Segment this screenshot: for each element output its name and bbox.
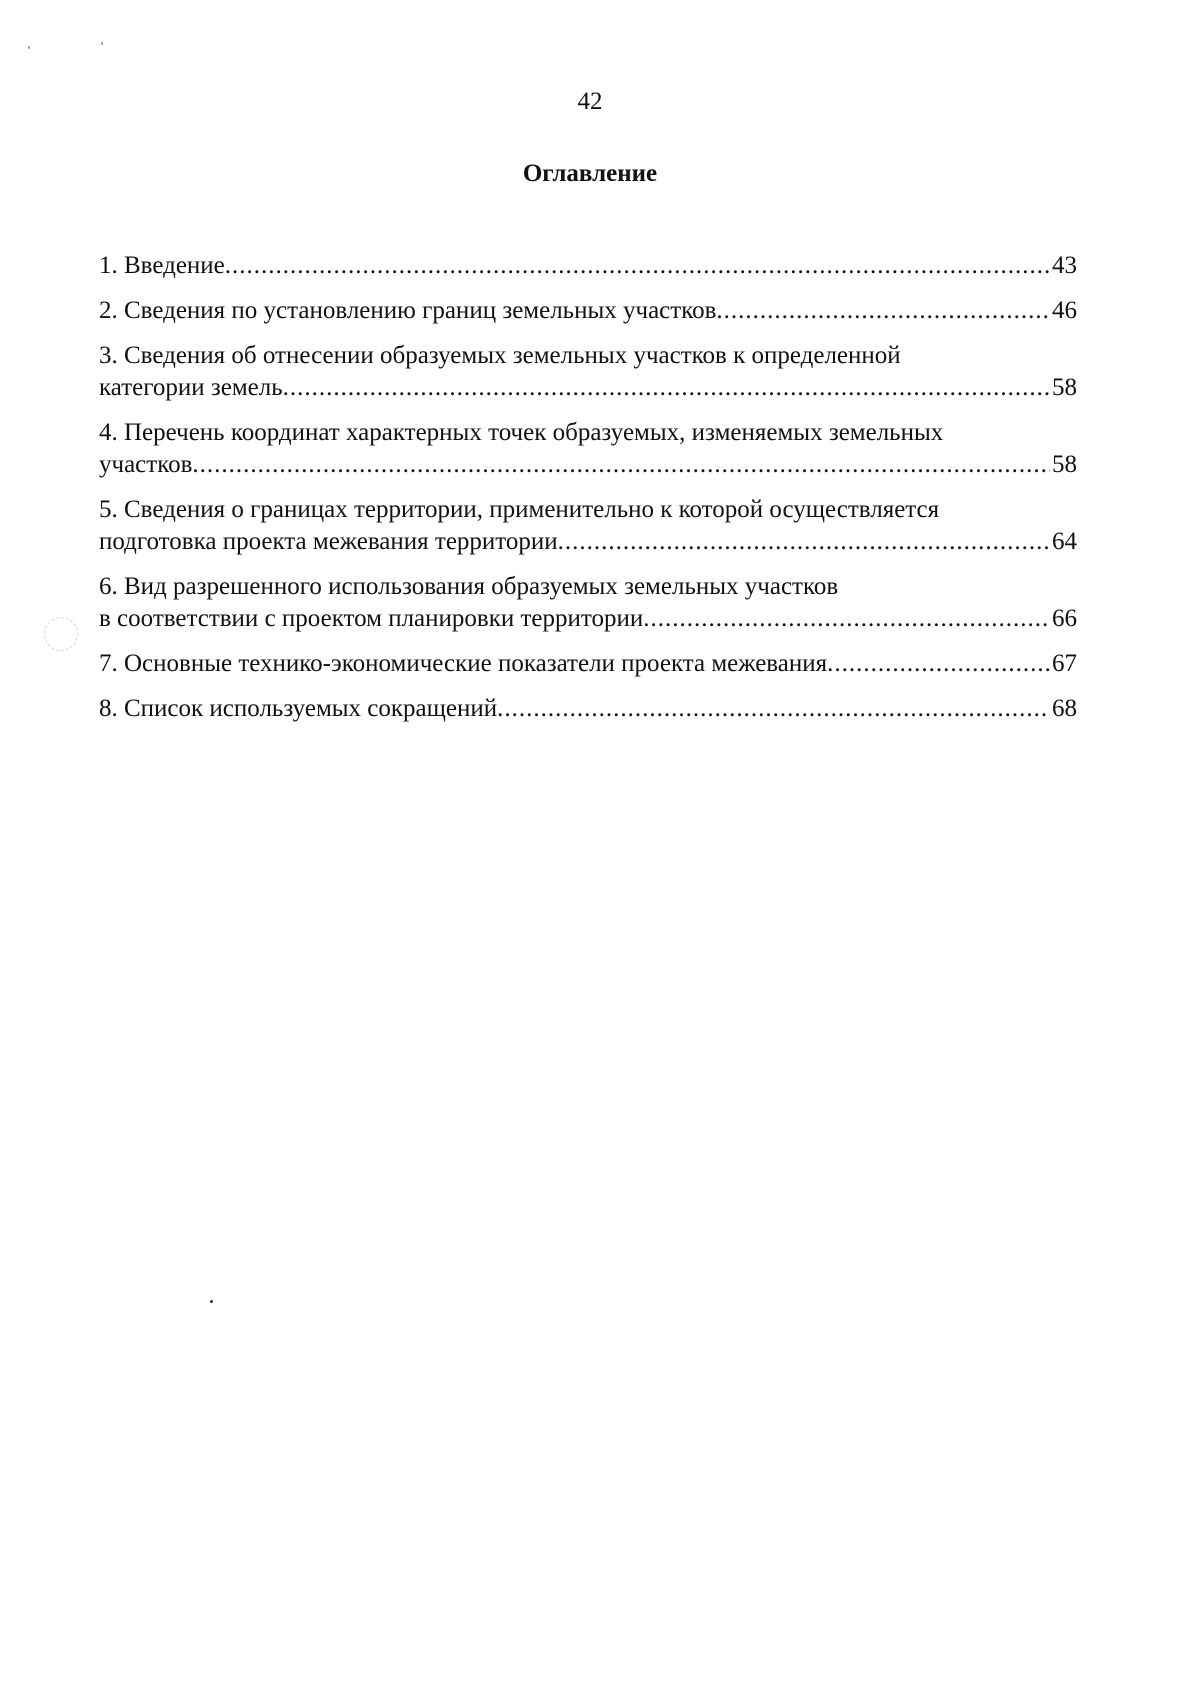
toc-entry-3[interactable] — [99, 340, 1077, 404]
toc-entry-title: в соответствии с проектом планировки территории — [99, 605, 644, 632]
toc-entry-page: 46 — [1052, 297, 1077, 324]
toc-entry-page: 67 — [1052, 650, 1077, 677]
dot-leader — [225, 250, 1050, 282]
toc-entry-5[interactable] — [99, 494, 1077, 558]
toc-entry-page: 66 — [1052, 605, 1077, 632]
toc-entry-4[interactable] — [99, 417, 1077, 481]
punch-hole-mark — [44, 617, 78, 651]
toc-entry-7[interactable] — [99, 648, 1077, 680]
toc-entry-title: подготовка проекта межевания территории — [99, 528, 558, 555]
toc-entry-title: участков — [99, 451, 193, 478]
toc-entry-2[interactable] — [99, 295, 1077, 327]
dot-leader — [558, 526, 1050, 558]
dot-leader — [192, 449, 1050, 481]
toc-entry-title: 7. Основные технико-экономические показатели проекта межевания — [99, 650, 828, 677]
toc-entry-1[interactable] — [99, 250, 1077, 282]
toc-entry-page: 64 — [1052, 528, 1077, 555]
dot-leader — [497, 693, 1050, 725]
toc-entry-page: 58 — [1052, 374, 1077, 401]
toc-entry-8[interactable] — [99, 693, 1077, 725]
toc-entry-title: 8. Список используемых сокращений — [99, 695, 498, 722]
toc-entry-title-line: 5. Сведения о границах территории, применительно к которой осуществляется — [99, 496, 940, 523]
toc-entry-title: 2. Сведения по установлению границ земельных участков — [99, 297, 717, 324]
table-of-contents — [99, 250, 1077, 738]
toc-entry-6[interactable] — [99, 571, 1077, 635]
dot-leader — [716, 295, 1050, 327]
toc-entry-page: 68 — [1052, 695, 1077, 722]
toc-entry-title-line: 4. Перечень координат характерных точек образуемых, изменяемых земельных — [99, 419, 944, 446]
scan-speck — [28, 46, 30, 49]
toc-entry-title-line: 6. Вид разрешенного использования образуемых земельных участков — [99, 573, 839, 600]
toc-entry-page: 43 — [1052, 252, 1077, 279]
page-number: 42 — [577, 88, 603, 115]
dot-leader — [827, 648, 1050, 680]
dot-leader — [643, 603, 1050, 635]
dot-leader — [283, 372, 1050, 404]
toc-entry-title-line: 3. Сведения об отнесении образуемых земельных участков к определенной — [99, 342, 901, 369]
toc-entry-title: категории земель — [99, 374, 283, 401]
toc-title: Оглавление — [522, 160, 658, 187]
toc-entry-title: 1. Введение — [99, 252, 225, 279]
scan-speck — [210, 1300, 213, 1303]
toc-entry-page: 58 — [1052, 451, 1077, 478]
scan-speck — [101, 42, 103, 45]
